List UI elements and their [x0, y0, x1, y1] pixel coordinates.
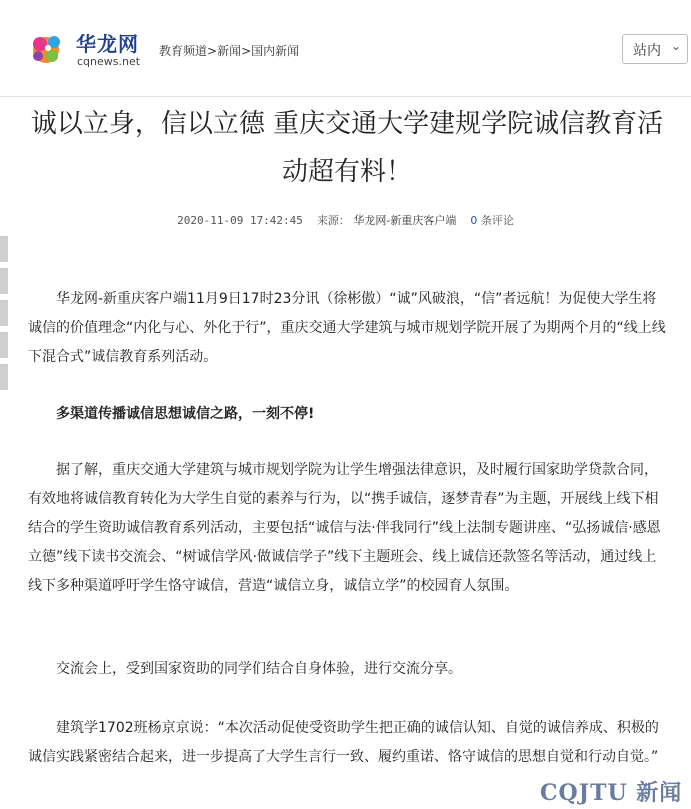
dragon-logo-icon — [24, 24, 72, 72]
share-tab[interactable] — [0, 364, 8, 390]
publish-datetime: 2020-11-09 17:42:45 — [177, 214, 303, 227]
source-label: 来源： — [316, 214, 350, 227]
chevron-down-icon: ⌄ — [670, 39, 681, 53]
breadcrumb-item-education[interactable]: 教育频道 — [159, 44, 208, 58]
breadcrumb — [159, 42, 299, 59]
article-source: 华龙网-新重庆客户端 — [353, 214, 457, 227]
article-paragraph: 交流会上，受到国家资助的同学们结合自身体验，进行交流分享。 — [56, 661, 462, 677]
breadcrumb-item-news[interactable]: 新闻 — [217, 44, 242, 58]
breadcrumb-item-domestic-news[interactable]: 国内新闻 — [251, 44, 300, 58]
article-paragraph: 建筑学1702班杨京京说：“本次活动促使受资助学生把正确的诚信认知、自觉的诚信养成、积极的诚信实践紧密结合起来，进一步提高了大学生言行一致、履约重诺、恪守诚信的思想自觉和行动自觉。” — [28, 720, 659, 765]
breadcrumb-separator: > — [241, 44, 252, 58]
comment-count[interactable]: 0 — [470, 214, 478, 227]
share-tab[interactable] — [0, 236, 8, 262]
logo-chinese-text: 华龙网 — [76, 32, 139, 56]
breadcrumb-separator: > — [207, 44, 218, 58]
article-paragraph: 据了解，重庆交通大学建筑与城市规划学院为让学生增强法律意识，及时履行国家助学贷款合同，有效地将诚信教育转化为大学生自觉的素养与行为，以“携手诚信，逐梦青春”为主题，开展线上线下相结合的学生资助诚信教育系列活动，主要包括“诚信与法·伴我同行”线上法制专题讲座、“弘扬诚信·感恩立德”线下读书交流会、“树诚信学风·做诚信学子”线下主题班会、线上诚信还款签名等活动，通过线上线下多种渠道呼吁学生恪守诚信，营造“诚信立身，诚信立学”的校园育人氛围。 — [28, 462, 661, 594]
search-scope-select[interactable] — [622, 34, 688, 64]
logo-domain-text: cqnews.net — [77, 55, 141, 68]
site-header — [0, 0, 691, 97]
watermark-logo: CQJTU 新闻 — [540, 780, 683, 806]
comment-label[interactable]: 条评论 — [480, 214, 514, 227]
search-scope-label: 站内 — [633, 43, 661, 59]
site-logo[interactable] — [24, 22, 154, 74]
article-paragraph: 华龙网-新重庆客户端11月9日17时23分讯（徐彬傲）“诚”风破浪，“信”者远航！为促使大学生将诚信的价值理念“内化与心、外化于行”，重庆交通大学建筑与城市规划学院开展了为期两个月的“线上线下混合式”诚信教育系列活动。 — [28, 291, 666, 365]
article-subheading: 多渠道传播诚信思想诚信之路，一刻不停! — [56, 406, 315, 422]
share-tab[interactable] — [0, 268, 8, 294]
article-title: 诚以立身，信以立德 重庆交通大学建规学院诚信教育活动超有料！ — [30, 109, 664, 187]
share-tab[interactable] — [0, 332, 8, 358]
article-meta — [0, 212, 691, 228]
share-tab[interactable] — [0, 300, 8, 326]
